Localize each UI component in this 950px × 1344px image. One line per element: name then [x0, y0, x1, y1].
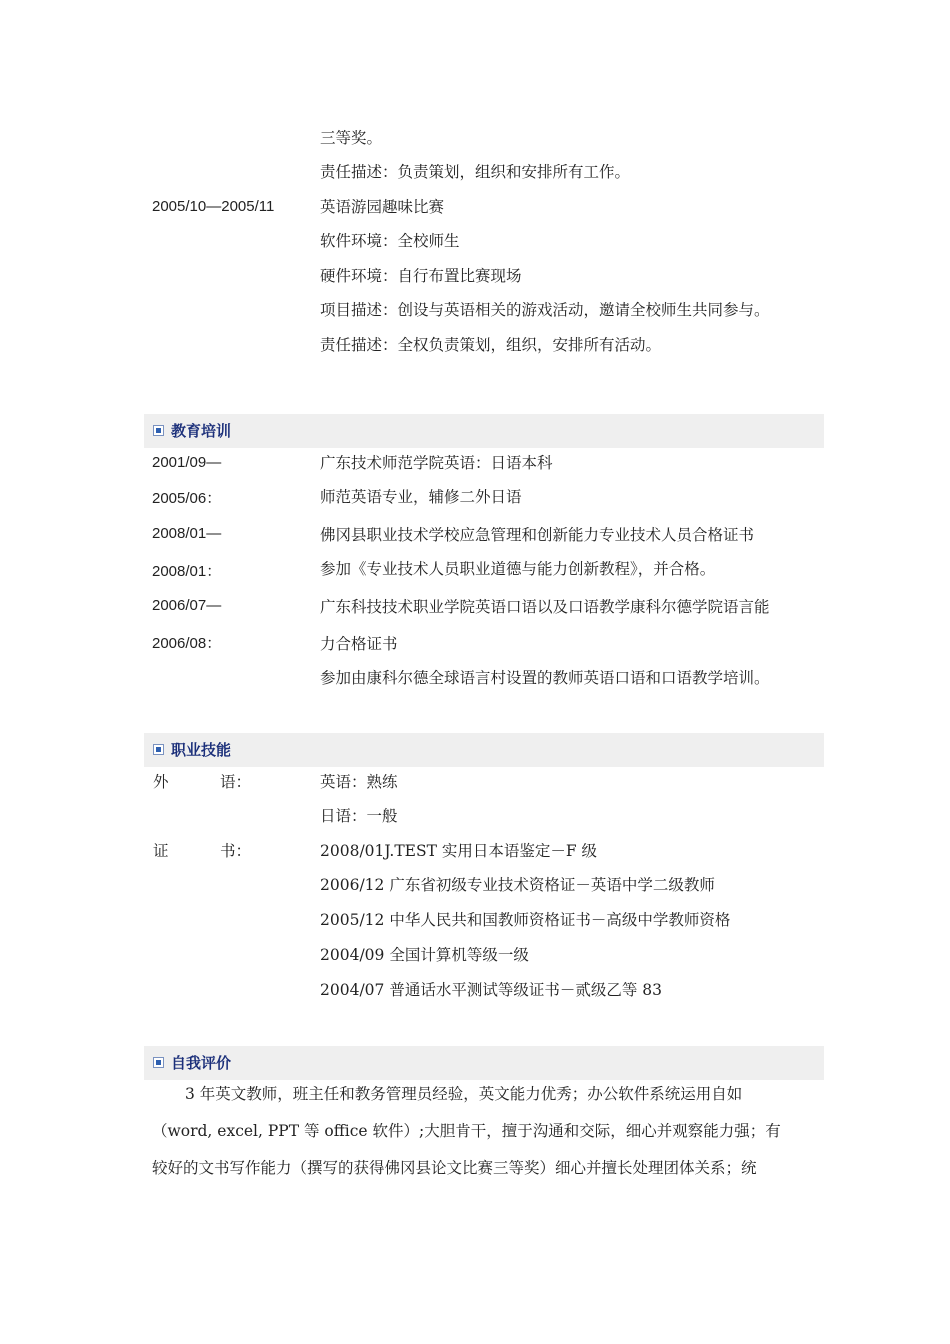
- section-bullet-icon: [153, 425, 164, 436]
- language-line: 英语：熟练: [320, 773, 398, 791]
- section-header-skills: [144, 733, 824, 767]
- education-date: 2006/07—: [152, 597, 222, 614]
- project-line: 硬件环境：自行布置比赛现场: [320, 267, 522, 285]
- education-line: 广东科技技术职业学院英语口语以及口语教学康科尔德学院语言能: [320, 598, 770, 616]
- project-line: 软件环境：全校师生: [320, 232, 460, 250]
- language-label: 外: [153, 773, 169, 791]
- section-header-education: [144, 414, 824, 448]
- project-line: 责任描述：全权负责策划，组织，安排所有活动。: [320, 336, 662, 354]
- cert-label: 证: [153, 842, 169, 860]
- project-line: 项目描述：创设与英语相关的游戏活动，邀请全校师生共同参与。: [320, 301, 770, 319]
- self-eval-line: 3 年英文教师，班主任和教务管理员经验，英文能力优秀；办公软件系统运用自如: [185, 1085, 743, 1103]
- education-date: 2005/06：: [152, 490, 222, 507]
- cert-label: 书：: [220, 842, 252, 860]
- project-date: 2005/10—2005/11: [152, 198, 275, 215]
- cert-line: 2004/07 普通话水平测试等级证书－贰级乙等 83: [320, 981, 662, 999]
- section-title: 职业技能: [171, 741, 232, 759]
- education-line: 参加由康科尔德全球语言村设置的教师英语口语和口语教学培训。: [320, 669, 770, 687]
- education-date: 2008/01：: [152, 563, 222, 580]
- section-header-self-eval: [144, 1046, 824, 1080]
- project-line: 英语游园趣味比赛: [320, 198, 445, 216]
- project-line: 责任描述：负责策划，组织和安排所有工作。: [320, 163, 631, 181]
- self-eval-line: （word, excel, PPT 等 office 软件）;大胆肯干，擅于沟通和交际，细心并观察能力强；有: [152, 1122, 781, 1140]
- education-line: 参加《专业技术人员职业道德与能力创新教程》，并合格。: [320, 560, 716, 578]
- section-bullet-icon: [153, 744, 164, 755]
- education-line: 佛冈县职业技术学校应急管理和创新能力专业技术人员合格证书: [320, 526, 755, 544]
- education-date: 2006/08：: [152, 635, 222, 652]
- cert-line: 2006/12 广东省初级专业技术资格证－英语中学二级教师: [320, 876, 715, 894]
- self-eval-line: 较好的文书写作能力（撰写的获得佛冈县论文比赛三等奖）细心并擅长处理团体关系；统: [152, 1159, 757, 1177]
- education-line: 广东技术师范学院英语：日语本科: [320, 454, 553, 472]
- language-line: 日语：一般: [320, 807, 398, 825]
- section-title: 教育培训: [171, 422, 232, 440]
- project-line: 三等奖。: [320, 129, 383, 147]
- education-line: 力合格证书: [320, 635, 398, 653]
- cert-line: 2005/12 中华人民共和国教师资格证书－高级中学教师资格: [320, 911, 731, 929]
- cert-line: 2008/01J.TEST 实用日本语鉴定－F 级: [320, 842, 598, 860]
- education-date: 2001/09—: [152, 454, 222, 471]
- education-date: 2008/01—: [152, 525, 222, 542]
- cert-line: 2004/09 全国计算机等级一级: [320, 946, 529, 964]
- section-title: 自我评价: [171, 1054, 232, 1072]
- education-line: 师范英语专业，辅修二外日语: [320, 488, 522, 506]
- section-bullet-icon: [153, 1057, 164, 1068]
- language-label: 语：: [220, 773, 252, 791]
